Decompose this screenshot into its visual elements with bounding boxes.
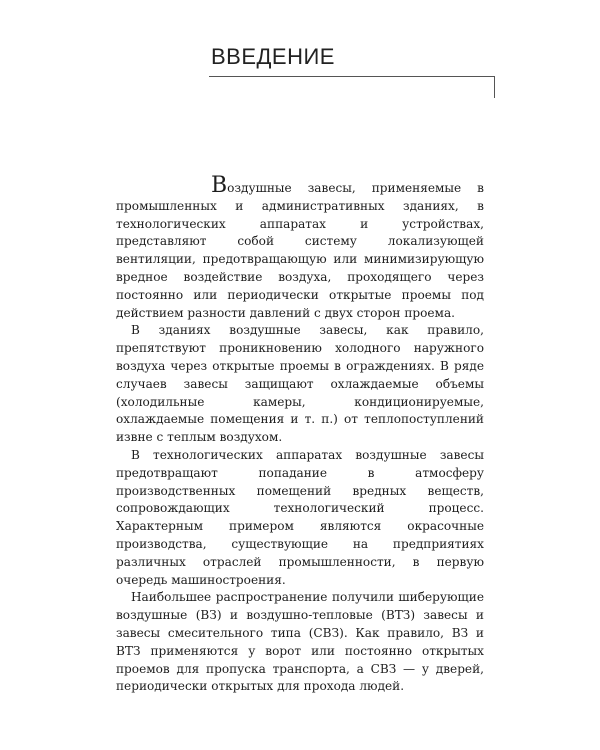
body-text [116, 173, 484, 696]
paragraph-2: В зданиях воздушные завесы, как правило, препятствуют проникновению холодного наружного воздуха через открытые проемы в ограждениях. В ряде случаев завесы защищают охлаждаемые объемы (холодильные камеры, кондиционируемые, охлаждаемые помещения и т. п.) от теплопоступлений извне с теплым воздухом. [116, 323, 484, 445]
heading-vertical-rule [494, 76, 495, 98]
paragraph-1 [116, 173, 484, 322]
paragraph-3: В технологических аппаратах воздушные завесы предотвращают попадание в атмосферу производственных помещений вредных веществ, сопровождающих технологический процесс. Характерным примером являются окрасочные производства, существующие на предприятиях различных отраслей промышленности, в первую очередь машиностроения. [116, 447, 484, 587]
paragraph-4: Наибольшее распространение получили шиберующие воздушные (ВЗ) и воздушно-тепловые (ВТЗ) завесы и завесы смесительного типа (СВЗ). Как правило, ВЗ и ВТЗ применяются у ворот или постоянно открытых проемов для пропуска транспорта, а СВЗ — у дверей, периодически открытых для прохода людей. [116, 590, 484, 694]
paragraph-1-text: оздушные завесы, применяемые в промышленных и административных зданиях, в технологических аппаратах и устройствах, представляют собой систему локализующей вентиляции, предотвращающую или минимизирующую вредное воздействие воздуха, проходящего через постоянно или периодически открытые проемы под действием разности давлений с двух сторон проема. [116, 181, 484, 320]
chapter-title: ВВЕДЕНИЕ [211, 44, 335, 69]
heading-rule [209, 76, 495, 77]
drop-cap: В [211, 173, 228, 198]
